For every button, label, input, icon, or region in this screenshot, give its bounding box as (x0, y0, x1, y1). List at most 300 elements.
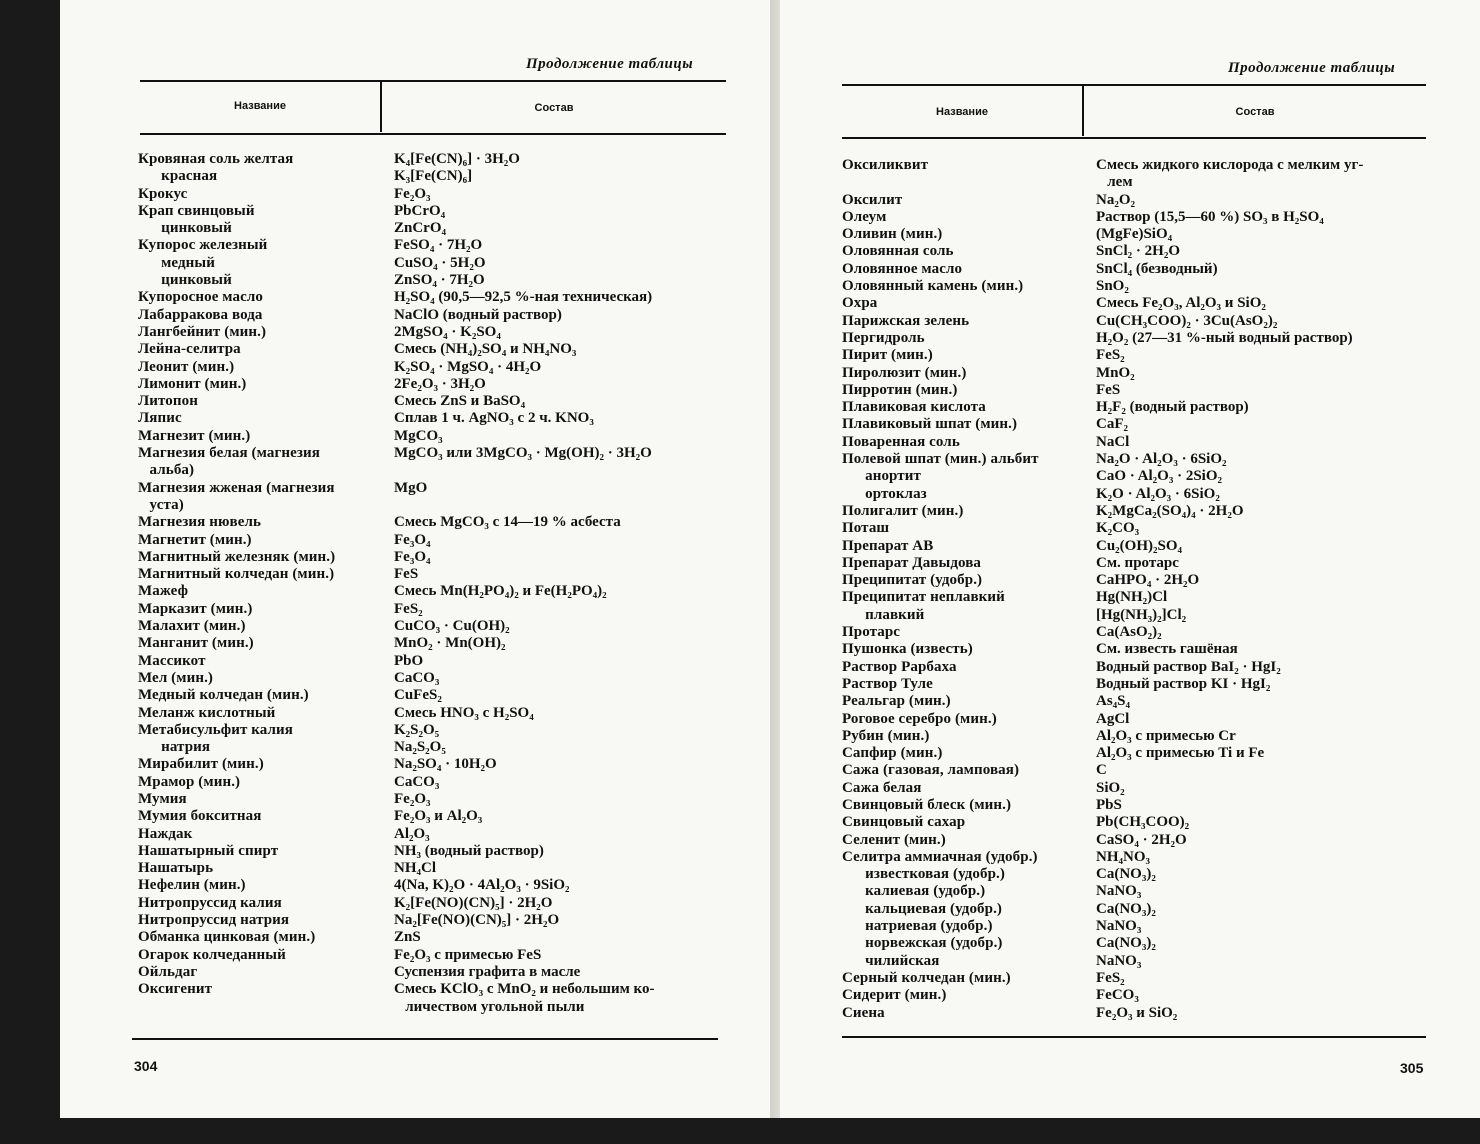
table-row (842, 486, 1432, 503)
substance-name: Меланж кислотный (138, 704, 276, 721)
table-row (138, 307, 728, 324)
substance-name: Нитропруссид калия (138, 894, 282, 911)
substance-name: Раствор Туле (842, 675, 933, 692)
substance-name: Преципитат неплавкий (842, 589, 1005, 606)
substance-name: Нефелин (мин.) (138, 877, 246, 894)
substance-composition: CuSO₄ · 5H₂O (394, 254, 486, 271)
substance-composition: Ca(NO₃)₂ (1096, 866, 1156, 883)
substance-composition: Pb(CH₃COO)₂ (1096, 814, 1190, 831)
substance-composition: NH₄NO₃ (1096, 848, 1150, 865)
table-row (138, 756, 728, 773)
substance-name: Магнезия белая (магнезия (138, 445, 320, 462)
substance-composition: Na₂[Fe(NO)(CN)₅] · 2H₂O (394, 912, 560, 929)
table-row (138, 964, 728, 981)
substance-composition: PbCrO₄ (394, 202, 446, 219)
substance-name: Магнитный железняк (мин.) (138, 548, 336, 565)
substance-name: Лимонит (мин.) (138, 375, 247, 392)
substance-name: натрия (138, 739, 211, 756)
substance-composition: C (1096, 762, 1107, 779)
table-row (842, 278, 1432, 295)
substance-composition: Na₂O · Al₂O₃ · 6SiO₂ (1096, 451, 1227, 468)
table-row (138, 186, 728, 203)
substance-composition: ZnSO₄ · 7H₂O (394, 272, 485, 289)
substance-name: Селенит (мин.) (842, 831, 946, 848)
substance-composition: K₂O · Al₂O₃ · 6SiO₂ (1096, 485, 1220, 502)
table-row (842, 330, 1432, 347)
column-header-name: Название (936, 106, 988, 118)
substance-composition: CuCO₃ · Cu(OH)₂ (394, 618, 510, 635)
table-row (842, 607, 1432, 624)
substance-name: Медный колчедан (мин.) (138, 687, 309, 704)
substance-name: цинковый (138, 272, 232, 289)
substance-name: Пирротин (мин.) (842, 381, 958, 398)
substance-name: Огарок колчеданный (138, 946, 286, 963)
substance-name: уста) (138, 496, 184, 513)
table-row (842, 243, 1432, 260)
table-row (138, 895, 728, 912)
table-row (842, 624, 1432, 641)
substance-name: Плавиковый шпат (мин.) (842, 416, 1018, 433)
table-row (842, 918, 1432, 935)
table-row (842, 468, 1432, 485)
substance-name: кальциевая (удобр.) (842, 900, 1003, 917)
substance-name: Манганит (мин.) (138, 635, 254, 652)
table-row (138, 601, 728, 618)
substance-composition: K₂MgCa₂(SO₄)₄ · 2H₂O (1096, 502, 1244, 519)
substance-composition: Fe₂O₃ с примесью FeS (394, 946, 542, 963)
table-row (138, 255, 728, 272)
substance-composition: Al₂O₃ с примесью Cr (1096, 727, 1236, 744)
substance-name: Серный колчедан (мин.) (842, 969, 1011, 986)
substance-name: чилийская (842, 952, 940, 969)
table-row (842, 520, 1432, 537)
substance-name: Оксигенит (138, 981, 213, 998)
substance-composition: Na₂S₂O₅ (394, 739, 446, 756)
table-row (842, 762, 1432, 779)
substance-name: Охра (842, 295, 878, 312)
table-row (842, 572, 1432, 589)
substance-composition: (MgFe)SiO₄ (1096, 226, 1173, 243)
substance-composition: CaSO₄ · 2H₂O (1096, 831, 1187, 848)
table-row (138, 912, 728, 929)
substance-composition: 4(Na, K)₂O · 4Al₂O₃ · 9SiO₂ (394, 877, 570, 894)
substance-composition: CaCO₃ (394, 773, 440, 790)
substance-name: Оксилит (842, 191, 903, 208)
substance-composition: Сплав 1 ч. AgNO₃ с 2 ч. KNO₃ (394, 410, 594, 427)
substance-name: Протарс (842, 624, 901, 641)
table-row (138, 808, 728, 825)
substance-name: Препарат АВ (842, 537, 934, 554)
substance-name: Наждак (138, 825, 193, 842)
table-row (138, 583, 728, 600)
substance-composition: 2Fe₂O₃ · 3H₂O (394, 375, 486, 392)
substance-name: Мажеф (138, 583, 189, 600)
table-row (842, 832, 1432, 849)
substance-composition: MgCO₃ (394, 427, 443, 444)
substance-composition: MnO₂ (1096, 364, 1135, 381)
table-row (138, 981, 728, 998)
table-row (842, 365, 1432, 382)
table-row (842, 157, 1432, 174)
substance-name: Рубин (мин.) (842, 727, 930, 744)
substance-name: Полевой шпат (мин.) альбит (842, 451, 1039, 468)
substance-composition: Ca(AsO₂)₂ (1096, 624, 1162, 641)
substance-composition: личеством угольной пыли (394, 998, 585, 1015)
table-row (842, 883, 1432, 900)
substance-name: Ойльдаг (138, 963, 198, 980)
header-divider (1082, 86, 1084, 136)
substance-composition: Fe₂O₃ (394, 790, 431, 807)
substance-name: известковая (удобр.) (842, 866, 1006, 883)
table-row (138, 687, 728, 704)
table-row (138, 514, 728, 531)
table-row (138, 947, 728, 964)
table-row (842, 901, 1432, 918)
substance-name: Нашатырный спирт (138, 842, 279, 859)
substance-composition (394, 462, 728, 479)
substance-name (842, 174, 1096, 191)
table-row (842, 814, 1432, 831)
substance-composition: K₂CO₃ (1096, 520, 1140, 537)
substance-composition: NaNO₃ (1096, 883, 1142, 900)
substance-composition: Cu(CH₃COO)₂ · 3Cu(AsO₂)₂ (1096, 312, 1278, 329)
table-row (842, 728, 1432, 745)
substance-composition: H₂SO₄ (90,5—92,5 %-ная техническая) (394, 289, 653, 306)
table-row (138, 739, 728, 756)
table-row (842, 849, 1432, 866)
substance-name (138, 999, 394, 1016)
substance-composition: SnO₂ (1096, 278, 1129, 295)
substance-composition: MgO (394, 479, 428, 496)
substance-composition: Суспензия графита в масле (394, 963, 581, 980)
table-top-rule (140, 80, 726, 82)
table-row (138, 462, 728, 479)
header-bottom-rule (842, 137, 1426, 139)
substance-name: Пиролюзит (мин.) (842, 364, 967, 381)
substance-composition: Смесь (NH₄)₂SO₄ и NH₄NO₃ (394, 341, 577, 358)
substance-composition: Смесь жидкого кислорода с мелким уг- (1096, 157, 1364, 173)
substance-name: Оловянная соль (842, 243, 954, 260)
table-row (138, 826, 728, 843)
substance-composition: NaNO₃ (1096, 918, 1142, 935)
substance-name: Олеум (842, 208, 887, 225)
substance-name: Ляпис (138, 410, 182, 427)
table-row (138, 705, 728, 722)
table-row (842, 745, 1432, 762)
substance-composition: MgCO₃ или 3MgCO₃ · Mg(OH)₂ · 3H₂O (394, 445, 652, 462)
substance-composition: 2MgSO₄ · K₂SO₄ (394, 323, 501, 340)
substance-name: Мел (мин.) (138, 669, 214, 686)
table-row (842, 659, 1432, 676)
table-bottom-rule (132, 1038, 718, 1040)
table-row (842, 987, 1432, 1004)
substance-name: плавкий (842, 606, 925, 623)
substance-name: красная (138, 168, 218, 185)
table-row (138, 445, 728, 462)
substance-composition: PbS (1096, 796, 1122, 813)
substance-composition: Ca(NO₃)₂ (1096, 935, 1156, 952)
substance-composition: Cu₂(OH)₂SO₄ (1096, 537, 1183, 554)
substance-composition: Fe₂O₃ и SiO₂ (1096, 1004, 1178, 1021)
substance-composition: NaCl (1096, 433, 1130, 450)
substance-name: Крокус (138, 185, 188, 202)
substance-composition (394, 497, 728, 514)
substance-composition: FeS₂ (394, 600, 423, 617)
column-header-composition: Состав (1235, 106, 1275, 118)
table-row (842, 451, 1432, 468)
substance-name: Крап свинцовый (138, 202, 255, 219)
header-bottom-rule (140, 133, 726, 135)
substance-composition: Na₂O₂ (1096, 191, 1135, 208)
substance-composition: Fe₂O₃ и Al₂O₃ (394, 808, 483, 825)
table-row (842, 555, 1432, 572)
substance-composition: FeSO₄ · 7H₂O (394, 237, 483, 254)
page-number: 305 (1400, 1060, 1424, 1076)
substance-composition: FeS₂ (1096, 969, 1125, 986)
table-bottom-rule (842, 1036, 1426, 1038)
substance-composition: Fe₃O₄ (394, 531, 431, 548)
table-row (138, 877, 728, 894)
table-row (842, 676, 1432, 693)
table-row (842, 693, 1432, 710)
left-page (60, 0, 780, 1118)
table-row (138, 929, 728, 946)
substance-name: Магнезия жженая (магнезия (138, 479, 335, 496)
substance-composition: K₂S₂O₅ (394, 721, 440, 738)
table-row (842, 953, 1432, 970)
substance-name: Поваренная соль (842, 433, 960, 450)
substance-composition: Смесь HNO₃ с H₂SO₄ (394, 704, 534, 721)
table-row (842, 399, 1432, 416)
table-row (138, 393, 728, 410)
substance-name: Сажа (газовая, ламповая) (842, 762, 1020, 779)
table-body (842, 157, 1432, 1022)
substance-composition: CaO · Al₂O₃ · 2SiO₂ (1096, 468, 1223, 485)
substance-name: Литопон (138, 393, 198, 410)
table-row (138, 359, 728, 376)
right-page (780, 0, 1480, 1118)
substance-name: Оловянное масло (842, 260, 963, 277)
substance-name: Мрамор (мин.) (138, 773, 241, 790)
substance-name: Свинцовый сахар (842, 814, 966, 831)
substance-name: Магнетит (мин.) (138, 531, 252, 548)
substance-name: натриевая (удобр.) (842, 918, 993, 935)
substance-name: Пушонка (известь) (842, 641, 973, 658)
substance-name: Оловянный камень (мин.) (842, 278, 1024, 295)
table-row (138, 618, 728, 635)
table-row (138, 791, 728, 808)
substance-composition: Смесь Mn(H₂PO₄)₂ и Fe(H₂PO₄)₂ (394, 583, 607, 600)
table-body (138, 151, 728, 1016)
substance-composition: CaHPO₄ · 2H₂O (1096, 572, 1200, 589)
substance-name: Оливин (мин.) (842, 226, 943, 243)
substance-name: Обманка цинковая (мин.) (138, 929, 316, 946)
substance-composition: SnCl₄ (безводный) (1096, 260, 1218, 277)
substance-name: Мумия бокситная (138, 808, 262, 825)
substance-composition: Смесь KClO₃ с MnO₂ и небольшим ко- (394, 981, 655, 998)
substance-name: Лабарракова вода (138, 306, 263, 323)
substance-composition: NH₄Cl (394, 860, 436, 877)
table-row (138, 324, 728, 341)
substance-name: альба) (138, 462, 195, 479)
substance-composition: SnCl₂ · 2H₂O (1096, 243, 1181, 260)
substance-name: Купорос железный (138, 237, 268, 254)
substance-name: Магнезит (мин.) (138, 427, 251, 444)
substance-composition: NaNO₃ (1096, 952, 1142, 969)
table-row (842, 935, 1432, 952)
table-row (842, 382, 1432, 399)
substance-composition: Водный раствор KI · HgI₂ (1096, 675, 1271, 692)
substance-composition: CaCO₃ (394, 669, 440, 686)
substance-composition: As₄S₄ (1096, 693, 1131, 710)
table-row (842, 347, 1432, 364)
substance-composition: H₂O₂ (27—31 %-ный водный раствор) (1096, 329, 1353, 346)
substance-composition: Смесь ZnS и BaSO₄ (394, 393, 526, 410)
substance-name: Полигалит (мин.) (842, 502, 964, 519)
substance-name: Пергидроль (842, 329, 925, 346)
table-row (138, 151, 728, 168)
substance-name: Магнитный колчедан (мин.) (138, 566, 335, 583)
table-row (842, 503, 1432, 520)
substance-name: Леонит (мин.) (138, 358, 235, 375)
table-row (842, 313, 1432, 330)
substance-composition: лем (1096, 174, 1133, 191)
substance-name: Лейна-селитра (138, 341, 241, 358)
table-row (842, 192, 1432, 209)
table-row (138, 860, 728, 877)
table-row (138, 722, 728, 739)
table-row (138, 410, 728, 427)
continuation-label: Продолжение таблицы (1228, 60, 1396, 76)
substance-name: Сажа белая (842, 779, 922, 796)
substance-name: калиевая (удобр.) (842, 883, 986, 900)
substance-name: норвежская (удобр.) (842, 935, 1003, 952)
substance-name: Магнезия нювель (138, 514, 262, 531)
substance-composition: CuFeS₂ (394, 687, 442, 704)
substance-name: Сидерит (мин.) (842, 987, 947, 1004)
table-row (138, 843, 728, 860)
table-row (138, 480, 728, 497)
table-row (842, 970, 1432, 987)
substance-name: Парижская зелень (842, 312, 970, 329)
substance-name: Массикот (138, 652, 206, 669)
table-row (138, 774, 728, 791)
table-row (138, 497, 728, 514)
substance-name: Мумия (138, 790, 187, 807)
substance-composition: FeCO₃ (1096, 987, 1139, 1004)
table-row (138, 376, 728, 393)
substance-name: Купоросное масло (138, 289, 263, 306)
substance-name: цинковый (138, 220, 232, 237)
substance-composition: ZnS (394, 929, 421, 946)
substance-composition: K₄[Fe(CN)₆] · 3H₂O (394, 151, 520, 167)
table-row (842, 866, 1432, 883)
substance-composition: Смесь MgCO₃ с 14—19 % асбеста (394, 514, 621, 531)
substance-name: Сиена (842, 1004, 885, 1021)
substance-composition: PbO (394, 652, 424, 669)
table-row (842, 209, 1432, 226)
table-row (138, 428, 728, 445)
substance-name: ортоклаз (842, 485, 927, 502)
substance-name: Преципитат (удобр.) (842, 572, 983, 589)
substance-composition: MnO₂ · Mn(OH)₂ (394, 635, 506, 652)
substance-composition: CaF₂ (1096, 416, 1128, 433)
substance-composition: K₂SO₄ · MgSO₄ · 4H₂O (394, 358, 542, 375)
substance-composition: Al₂O₃ с примесью Ti и Fe (1096, 745, 1265, 762)
substance-name: Свинцовый блеск (мин.) (842, 796, 1012, 813)
substance-composition: Al₂O₃ (394, 825, 430, 842)
table-row (842, 434, 1432, 451)
substance-name: Нитропруссид натрия (138, 912, 290, 929)
substance-name: медный (138, 254, 215, 271)
substance-name: Марказит (мин.) (138, 600, 253, 617)
substance-name: Мирабилит (мин.) (138, 756, 264, 773)
substance-name: Метабисульфит калия (138, 721, 294, 738)
table-row (842, 1005, 1432, 1022)
substance-name: Сапфир (мин.) (842, 745, 943, 762)
substance-composition: K₃[Fe(CN)₆] (394, 168, 473, 185)
substance-composition: Hg(NH₂)Cl (1096, 589, 1168, 606)
substance-composition: AgCl (1096, 710, 1130, 727)
substance-composition: Ca(NO₃)₂ (1096, 900, 1156, 917)
table-row (138, 341, 728, 358)
substance-name: Препарат Давыдова (842, 554, 982, 571)
substance-name: Пирит (мин.) (842, 347, 933, 364)
substance-name: Кровяная соль желтая (138, 151, 294, 167)
substance-composition: [Hg(NH₃)₂]Cl₂ (1096, 606, 1187, 623)
table-row (842, 538, 1432, 555)
table-row (138, 549, 728, 566)
table-row (842, 711, 1432, 728)
substance-name: Поташ (842, 520, 890, 537)
substance-name: анортит (842, 468, 921, 485)
table-row (842, 226, 1432, 243)
substance-composition: См. известь гашёная (1096, 641, 1238, 658)
table-row (138, 220, 728, 237)
substance-composition: SiO₂ (1096, 779, 1125, 796)
substance-name: Реальгар (мин.) (842, 693, 951, 710)
table-row (138, 532, 728, 549)
substance-name: Лангбейнит (мин.) (138, 323, 267, 340)
table-row (842, 641, 1432, 658)
substance-composition: NH₃ (водный раствор) (394, 842, 544, 859)
table-row (842, 295, 1432, 312)
substance-composition: FeS₂ (1096, 347, 1125, 364)
substance-composition: H₂F₂ (водный раствор) (1096, 399, 1249, 416)
table-row (842, 416, 1432, 433)
table-row (138, 203, 728, 220)
substance-composition: Раствор (15,5—60 %) SO₃ в H₂SO₄ (1096, 208, 1324, 225)
column-header-composition: Состав (534, 102, 574, 114)
page-number: 304 (134, 1058, 158, 1074)
substance-name: Плавиковая кислота (842, 399, 986, 416)
table-row (138, 237, 728, 254)
substance-composition: FeS (394, 566, 419, 583)
substance-name: Селитра аммиачная (удобр.) (842, 848, 1038, 865)
table-row (842, 797, 1432, 814)
substance-composition: Fe₃O₄ (394, 548, 431, 565)
substance-composition: ZnCrO₄ (394, 220, 447, 237)
substance-name: Малахит (мин.) (138, 618, 246, 635)
column-header-name: Название (234, 100, 286, 112)
table-row (842, 780, 1432, 797)
substance-composition: Смесь Fe₂O₃, Al₂O₃ и SiO₂ (1096, 295, 1266, 312)
table-row (842, 261, 1432, 278)
substance-composition: См. протарс (1096, 554, 1179, 571)
table-row (842, 589, 1432, 606)
substance-composition: Водный раствор BaI₂ · HgI₂ (1096, 658, 1281, 675)
continuation-label: Продолжение таблицы (526, 56, 694, 72)
